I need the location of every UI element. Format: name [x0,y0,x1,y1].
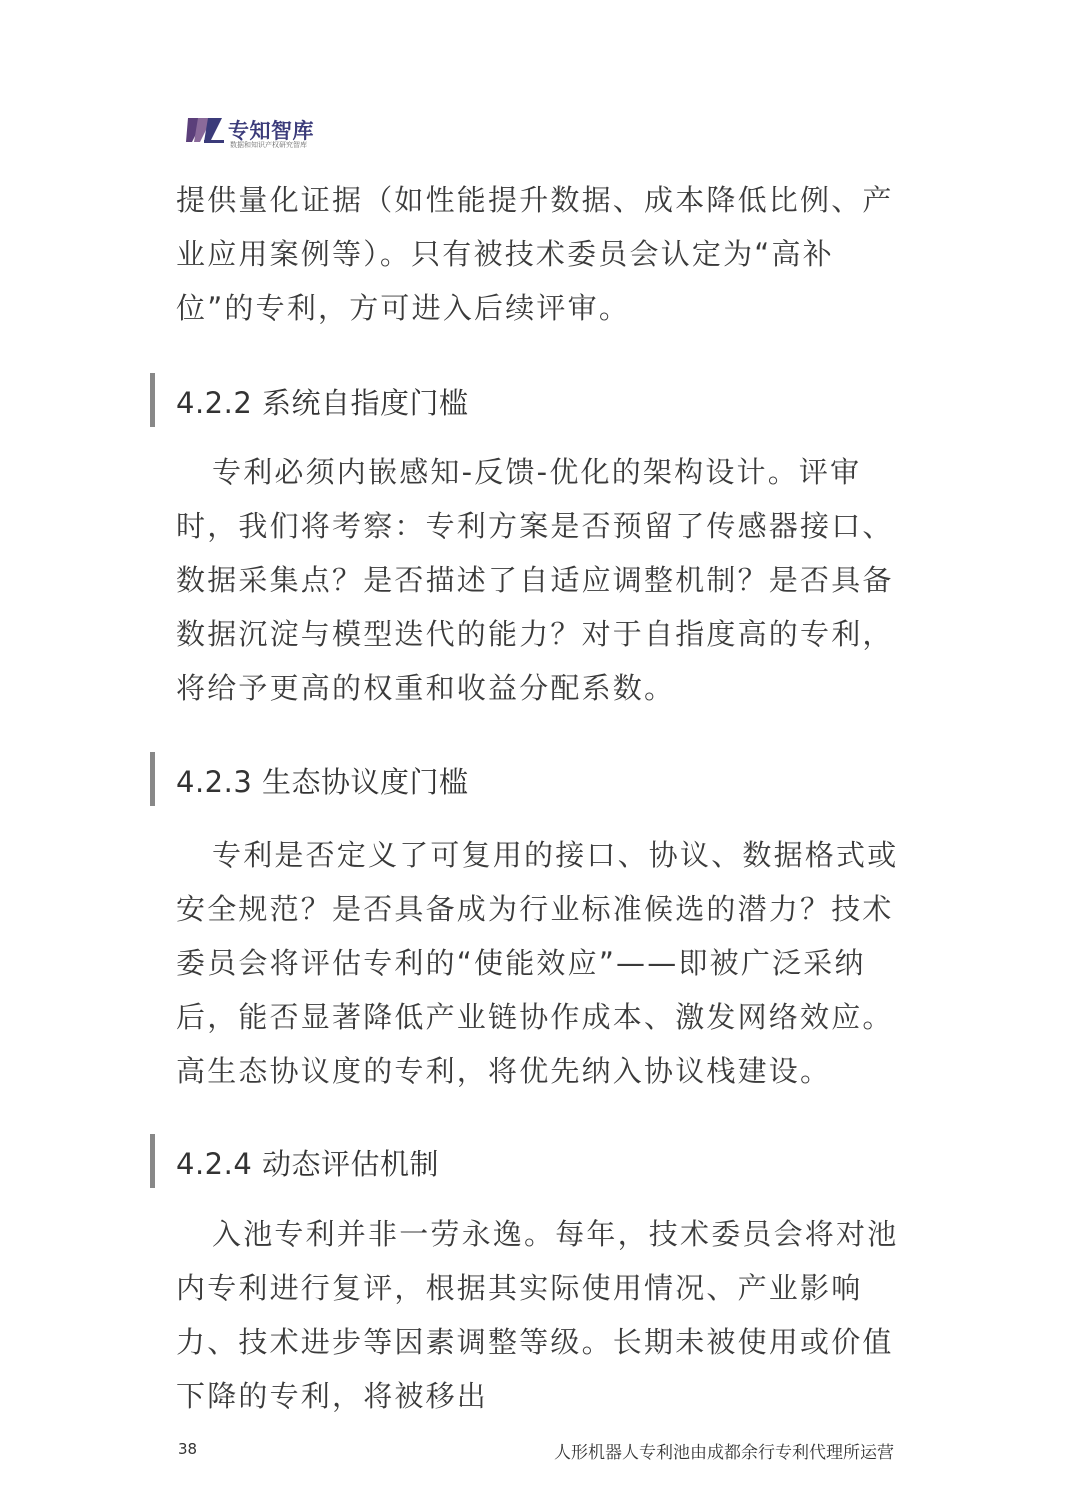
footer-doc-title: 人形机器人专利池由成都余行专利代理所运营 [554,1443,894,1463]
section-heading-4-2-3 [150,752,750,806]
logo-title: 专知智库 [228,119,314,143]
section-heading-4-2-2 [150,373,750,427]
section-heading-4-2-4 [150,1134,750,1188]
brand-logo [186,112,346,148]
intro-paragraph: 提供量化证据（如性能提升数据、成本降低比例、产业应用案例等）。只有被技术委员会认定为“高补位”的专利，方可进入后续评审。 [176,183,894,325]
heading-bar [150,752,155,806]
heading-bar [150,1134,155,1188]
logo-subtitle: 数据和知识产权研究智库 [230,141,307,149]
section-4-2-3-paragraph: 专利是否定义了可复用的接口、协议、数据格式或安全规范？是否具备成为行业标准候选的潜力？技术委员会将评估专利的“使能效应”——即被广泛采纳后，能否显著降低产业链协作成本、激发网络效应。高生态协议度的专利，将优先纳入协议栈建设。 [176,838,899,1088]
heading-text: 4.2.2 系统自指度门槛 [176,386,469,420]
page-number: 38 [178,1440,198,1458]
logo-mark-icon [186,114,226,146]
heading-text: 4.2.4 动态评估机制 [176,1147,440,1181]
section-4-2-4-paragraph: 入池专利并非一劳永逸。每年，技术委员会将对池内专利进行复评，根据其实际使用情况、产业影响力、技术进步等因素调整等级。长期未被使用或价值下降的专利，将被移出 [176,1217,899,1413]
section-4-2-2-paragraph: 专利必须内嵌感知-反馈-优化的架构设计。评审时，我们将考察：专利方案是否预留了传感器接口、数据采集点？是否描述了自适应调整机制？是否具备数据沉淀与模型迭代的能力？对于自指度高的专利，将给予更高的权重和收益分配系数。 [176,455,894,705]
heading-bar [150,373,155,427]
heading-text: 4.2.3 生态协议度门槛 [176,765,469,799]
